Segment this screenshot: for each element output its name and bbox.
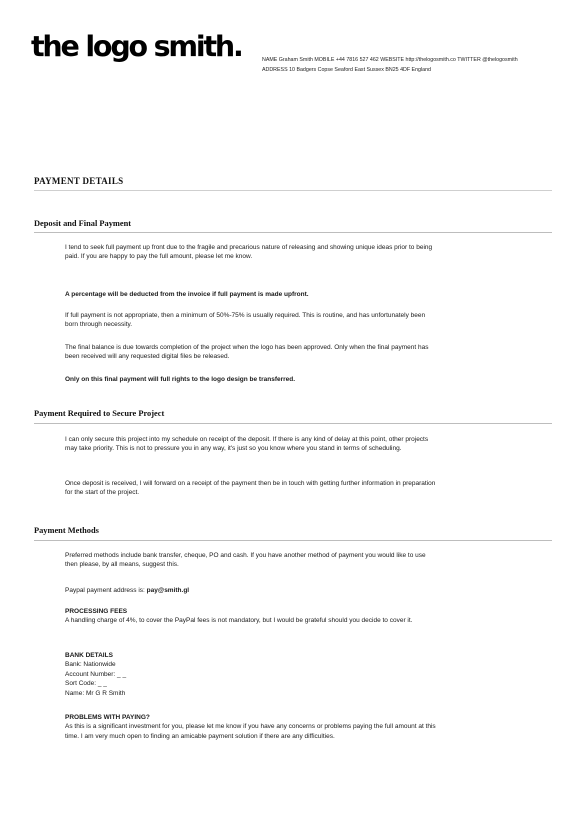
paypal-line: [65, 586, 437, 595]
paragraph-bold: Only on this final payment will full rights to the logo design be transferred.: [65, 376, 296, 383]
contact-info: [262, 55, 518, 75]
paragraph-bold: A percentage will be deducted from the invoice if full payment is made upfront.: [65, 291, 309, 298]
account-name: Name: Mr G R Smith: [65, 689, 126, 697]
section-divider: [34, 232, 552, 233]
logo: the logo smith.: [31, 30, 242, 63]
section-heading-payment-methods: Payment Methods: [34, 526, 99, 535]
section-heading-deposit: Deposit and Final Payment: [34, 219, 132, 228]
bank-name: Bank: Nationwide: [65, 661, 116, 669]
sort-code: Sort Code: _ _: [65, 680, 107, 688]
paypal-address: pay@smith.gl: [146, 587, 190, 594]
processing-fees: [65, 607, 437, 626]
paragraph: If full payment is not appropriate, then a minimum of 50%-75% is usually required. This is routine, and has unfortunately been born through necessity.: [65, 312, 426, 329]
account-number: Account Number: _ _: [65, 670, 127, 678]
problems-label: PROBLEMS WITH PAYING?: [65, 714, 150, 721]
paragraph: Once deposit is received, I will forward on a receipt of the payment then be in touch with getting further information in preparation for the start of the project.: [65, 480, 436, 497]
bank-details: [65, 651, 437, 698]
processing-fees-text: A handling charge of 4%, to cover the PayPal fees is not mandatory, but I would be grateful should you decide to cover it.: [65, 617, 413, 625]
paragraph: I can only secure this project into my schedule on receipt of the deposit. If there is any kind of delay at this point, other projects may take priority. This is not to pressure you in any way, it's just so you know where you stand in terms of scheduling.: [65, 436, 429, 453]
bank-details-label: BANK DETAILS: [65, 652, 113, 659]
paragraph: The final balance is due towards completion of the project when the logo has been approved. Only when the final payment has been received will any requested digital files be released.: [65, 344, 429, 361]
paragraph: I tend to seek full payment up front due to the fragile and precarious nature of releasing and showing unique ideas prior to being paid. If you are happy to pay the full amount, please let me know.: [65, 244, 433, 261]
paragraph: Preferred methods include bank transfer, cheque, PO and cash. If you have another method of payment you would like to use then please, by all means, suggest this.: [65, 552, 426, 569]
section-divider: [34, 423, 552, 424]
page-title: PAYMENT DETAILS: [34, 176, 124, 186]
contact-line-2: ADDRESS 10 Badgers Copse Seaford East Sussex BN25 4DF England: [262, 67, 432, 73]
paypal-label: Paypal payment address is:: [65, 587, 147, 594]
section-heading-secure-project: Payment Required to Secure Project: [34, 409, 165, 418]
problems-paying: [65, 713, 437, 741]
processing-fees-label: PROCESSING FEES: [65, 608, 128, 615]
section-divider: [34, 540, 552, 541]
contact-line-1: NAME Graham Smith MOBILE +44 7816 527 462 WEBSITE http://thelogosmith.co TWITTER @thelogosmith: [262, 57, 518, 63]
problems-text: As this is a significant investment for you, please let me know if you have any concerns or problems paying the full amount at this time. I am very much open to finding an amicable payment solution if there are any difficulties.: [65, 723, 436, 740]
title-divider: [34, 190, 552, 191]
